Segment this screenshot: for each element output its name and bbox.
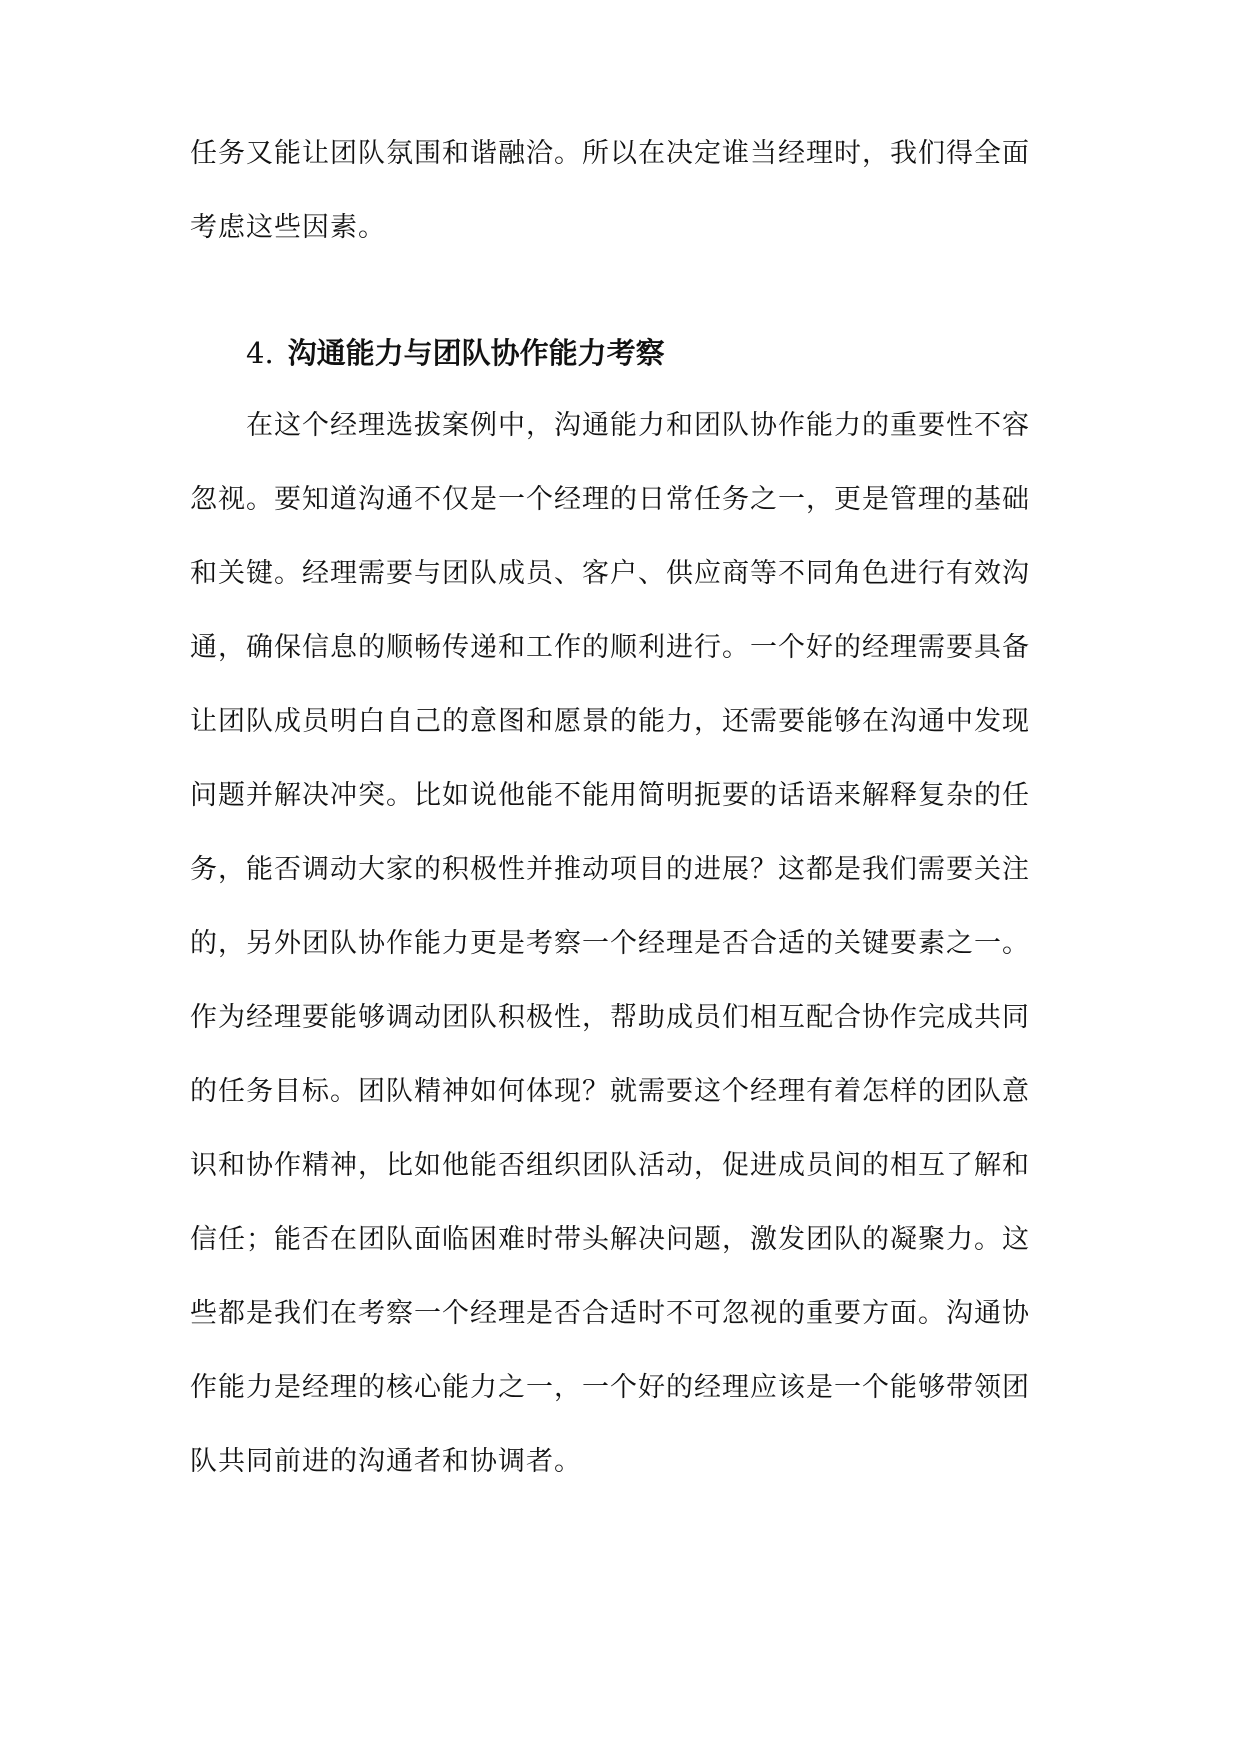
intro-line: 考虑这些因素。 — [190, 212, 386, 243]
paragraph-line: 作为经理要能够调动团队积极性，帮助成员们相互配合协作完成共同 — [190, 1002, 1030, 1033]
paragraph-line: 些都是我们在考察一个经理是否合适时不可忽视的重要方面。沟通协 — [190, 1298, 1030, 1329]
paragraph-line: 务，能否调动大家的积极性并推动项目的进展？这都是我们需要关注 — [190, 854, 1030, 885]
paragraph-line: 在这个经理选拔案例中，沟通能力和团队协作能力的重要性不容 — [246, 410, 1030, 441]
section-title: 沟通能力与团队协作能力考察 — [287, 336, 665, 370]
paragraph-line: 信任；能否在团队面临困难时带头解决问题，激发团队的凝聚力。这 — [190, 1224, 1030, 1255]
paragraph-line: 问题并解决冲突。比如说他能不能用简明扼要的话语来解释复杂的任 — [190, 780, 1030, 811]
paragraph-line: 的任务目标。团队精神如何体现？就需要这个经理有着怎样的团队意 — [190, 1076, 1030, 1107]
paragraph-line: 忽视。要知道沟通不仅是一个经理的日常任务之一，更是管理的基础 — [190, 484, 1030, 515]
paragraph-line: 通，确保信息的顺畅传递和工作的顺利进行。一个好的经理需要具备 — [190, 632, 1030, 663]
paragraph-line: 队共同前进的沟通者和协调者。 — [190, 1446, 582, 1477]
paragraph-line: 作能力是经理的核心能力之一，一个好的经理应该是一个能够带领团 — [190, 1372, 1030, 1403]
paragraph-line: 让团队成员明白自己的意图和愿景的能力，还需要能够在沟通中发现 — [190, 706, 1030, 737]
section-heading — [246, 334, 665, 372]
paragraph-line: 识和协作精神，比如他能否组织团队活动，促进成员间的相互了解和 — [190, 1150, 1030, 1181]
intro-line: 任务又能让团队氛围和谐融洽。所以在决定谁当经理时，我们得全面 — [190, 138, 1030, 169]
paragraph-line: 和关键。经理需要与团队成员、客户、供应商等不同角色进行有效沟 — [190, 558, 1030, 589]
section-number: 4. — [246, 336, 274, 370]
paragraph-line: 的，另外团队协作能力更是考察一个经理是否合适的关键要素之一。 — [190, 928, 1030, 959]
